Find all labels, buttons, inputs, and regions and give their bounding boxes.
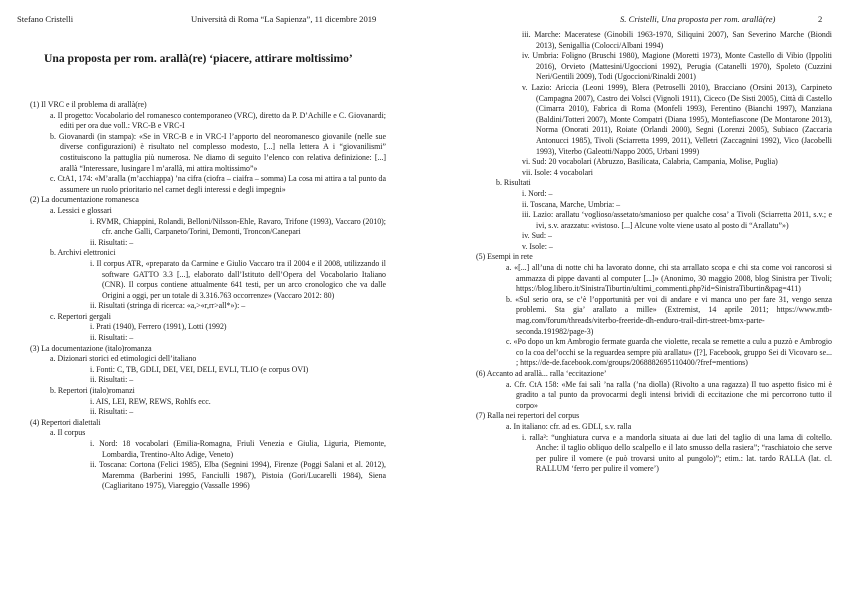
- right-column: [476, 30, 832, 475]
- section-3-b-i: i. AIS, LEI, REW, REWS, Rohlfs ecc.: [90, 396, 211, 406]
- section-1-item-a: a. Il progetto: Vocabolario del romanesco contemporaneo (VRC), diretto da P. D’Achille e C. Giovanardi; editi per ora due voll.: VRC-B e VRC-I: [50, 110, 386, 131]
- section-3-heading: (3) La documentazione (italo)romanza: [30, 343, 152, 353]
- section-4-a-vi: vi. Sud: 20 vocabolari (Abruzzo, Basilicata, Calabria, Campania, Molise, Puglia): [522, 157, 778, 167]
- header-conference: Università di Roma “La Sapienza”, 11 dicembre 2019: [191, 14, 377, 24]
- section-5-heading: (5) Esempi in rete: [476, 252, 533, 262]
- section-2-item-c: c. Repertori gergali: [50, 311, 111, 321]
- header-running-title: S. Cristelli, Una proposta per rom. arallà(re): [620, 14, 776, 24]
- section-2-b-i: i. Il corpus ATR, «preparato da Carmine e Giulio Vaccaro tra il 2004 e il 2008, utilizzando il software GATTO 3.3 [...], elaborato dall’Istituto dell’Opera del Vocabolario Italiano (CNR). Il corpus contiene attualmente 641 testi, per un arco cronologico che va dalle Origini a oggi, per un totale di 3.316.763 occorrenze» (Vaccaro 2012: 80): [90, 258, 386, 300]
- section-4-item-a: a. Il corpus: [50, 428, 86, 438]
- section-2-heading: (2) La documentazione romanesca: [30, 195, 139, 205]
- header-author: Stefano Cristelli: [17, 14, 74, 24]
- section-4-b-i: i. Nord: –: [522, 188, 553, 198]
- section-5-item-c: c. «Po dopo un km Ambrogio fermate guarda che violette, recala se remette a culu a puzzò e Ambrogio co la coa del’occhi se la reguardea sempre più arallatu» ([?], Facebook, gruppo Sei di Vicovaro se... ; https://de-de.facebook.com/groups/2068882695110400/?fref=mentions): [506, 337, 832, 368]
- header-page-number: 2: [818, 14, 823, 24]
- section-2-item-a: a. Lessici e glossari: [50, 205, 112, 215]
- section-3-item-b: b. Repertori (italo)romanzi: [50, 386, 135, 396]
- section-4-b-ii: ii. Toscana, Marche, Umbria: –: [522, 199, 621, 209]
- section-3-a-i: i. Fonti: C, TB, GDLI, DEI, VEI, DELI, EVLI, TLIO (e corpus OVI): [90, 364, 309, 374]
- section-3-a-ii: ii. Risultati: –: [90, 375, 134, 385]
- section-4-b-iii: iii. Lazio: arallatu ‘voglioso/assetato/smanioso per qualche cosa’ a Tivoli (Sciarretta 2011, s.v.; e ivi, s.v. arazzatu: «vistoso. [...] Alcune volte viene usato al posto di “Arallatu”»): [522, 210, 832, 230]
- section-5-item-b: b. «Sul serio ora, se c’è l’opportunità per voi di andare e vi manca uno per fare 31, vengo senza problemi. Sta gia’ arallato a mille» (Extremist, 14 aprile 2011; https://www.mtb-mag.com/forum/threads/viterbo-freeride-dh-enduro-trail-dirt-street-bmx-parte-seconda.191982/page-3): [506, 294, 832, 336]
- section-7-item-a: a. In italiano: cfr. ad es. GDLI, s.v. ralla: [506, 421, 632, 431]
- section-1-heading: (1) Il VRC e il problema di arallà(re): [30, 100, 147, 109]
- section-4-a-i: i. Nord: 18 vocabolari (Emilia-Romagna, Friuli Venezia e Giulia, Liguria, Piemonte, Lombardia, Trentino-Alto Adige, Veneto): [90, 439, 386, 459]
- section-7-heading: (7) Ralla nei repertori del corpus: [476, 411, 580, 421]
- page-title: Una proposta per rom. arallà(re) ‘piacere, attirare moltissimo’: [44, 52, 353, 65]
- section-2-b-ii: ii. Risultati (stringa di ricerca: «a,>«r,rr>all*»): –: [90, 301, 246, 311]
- section-6-item-a: a. Cfr. CtA 158: «Me fai salì ’na ralla (’na diolla) (Rivolto a una ragazza) Il tuo aspetto fisico mi è gradito a tal punto da provocarmi degli intensi brividi di eccitazione che mi percorrono tutto il corpo»: [506, 379, 832, 410]
- section-4-a-vii: vii. Isole: 4 vocabolari: [522, 167, 593, 177]
- section-1-item-b: b. Giovanardi (in stampa): «Se in VRC-B e in VRC-I l’apporto del neoromanesco giovanile (nelle sue diverse configurazioni) è risultato nel complesso modesto, [...] nella lettera A i “giovanilismi” costituiscono la pattuglia più numerosa. Ne diamo di seguito l’elenco con relativa definizione: [...] arallà “Interessare, lusingare l m’arallà, mi attira moltissimo”»: [50, 131, 386, 173]
- section-2-a-ii: ii. Risultati: –: [90, 237, 134, 247]
- section-1-item-c: c. CtA1, 174: «M’aralla (m’acchiappa) ’na cifra (ciofra – ciaifra – somma) La cosa mi attira a tal punto da assumere un ruolo prioritario nel carnet degli interessi e degli impegni»: [50, 174, 386, 194]
- section-4-heading: (4) Repertori dialettali: [30, 417, 101, 427]
- section-4-a-v: v. Lazio: Ariccia (Leoni 1999), Blera (Petroselli 2010), Bracciano (Orsini 2013), Carpineto (Campagna 2007), Castro dei Volsci (Vignoli 1911), Ciceco (De Sisti 2005), Città di Castello (Cimarra 2010), Fabrica di Roma (Monfeli 1993), Ferentino (Bianchi 1997), Manziana (Baldini/Totteri 2007), Monte Compatri (Diana 1995), Montefiascone (De Montarone 2013), Norma (Onorati 2011), Roiate (Orlandi 2000), Segni (Lorenzi 2005), Subiaco (Zaccaria Antonucci 1985), Tivoli (Sciarretta 1999, 2011), Velletri (Zaccagnini 1992), Vico (Jacobelli 1993), Viterbo (Galeotti/Nappo 2005, Urbani 1999): [522, 82, 832, 156]
- section-2-c-i: i. Prati (1940), Ferrero (1991), Lotti (1992): [90, 322, 227, 332]
- section-4-a-ii: ii. Toscana: Cortona (Felici 1985), Elba (Segnini 1994), Firenze (Poggi Salani et al. 2012), Maremma (Barberini 1995, Fanciulli 1987), Pistoia (Gori/Lucarelli 1984), Siena (Cagliaritano 1975), Viareggio (Vassalle 1996): [90, 460, 386, 491]
- section-4-a-iii: iii. Marche: Maceratese (Ginobili 1963-1970, Siliquini 2007), San Severino Marche (Biondi 2013), Senigallia (Colocci/Albani 1994): [522, 30, 832, 50]
- left-column: [30, 100, 386, 492]
- section-3-b-ii: ii. Risultati: –: [90, 407, 134, 417]
- section-2-item-b: b. Archivi elettronici: [50, 248, 116, 258]
- section-4-b-iv: iv. Sud: –: [522, 231, 552, 241]
- section-7-a-i: i. ralla²: “unghiatura curva e a mandorla situata ai due lati del taglio di una lama di coltello. Anche: il taglio obliquo dello scalpello e il lato smusso della rasiera”; “raschiatoio che serve per pulire il vomere (e può trovarsi unito al pungolo)”; etim.: lat. tardo RALLA (lat. cl. RALLUM ‘ferro per pulire il vomere’): [522, 432, 832, 474]
- section-4-a-iv: iv. Umbria: Foligno (Bruschi 1980), Magione (Moretti 1973), Monte Castello di Vibio (Ippoliti 2016), Orvieto (Mattesini/Ugoccioni 1992), Perugia (Catanelli 1970), Spoleto (Cuzzini Neri/Gentili 2009), Todi (Ugoccioni/Rinaldi 2001): [522, 51, 832, 82]
- section-2-c-ii: ii. Risultati: –: [90, 333, 134, 343]
- section-2-a-i: i. RVMR, Chiappini, Rolandi, Belloni/Nilsson-Ehle, Ravaro, Trifone (1993), Vaccaro (2010); cfr. anche Galli, Carpaneto/Torini, Demonti, Troncon/Canepari: [90, 216, 386, 237]
- section-4-b-v: v. Isole: –: [522, 241, 553, 251]
- section-5-item-a: a. «[...] all’una di notte chi ha lavorato donne, chi sta arrallato scopa e chi sta come voi rancorosi si ammazza di pippe davanti al computer [...]» (Anonimo, 30 maggio 2008, blog Sinistra per Tivoli; https://blog.libero.it/SinistraTiburtin/ultimi_commenti.php?id=SinistraTiburtin&pag=411): [506, 263, 832, 294]
- section-6-heading: (6) Accanto ad arallà... ralla ‘eccitazione’: [476, 369, 607, 378]
- section-3-item-a: a. Dizionari storici ed etimologici dell’italiano: [50, 354, 197, 364]
- section-4-item-b: b. Risultati: [496, 178, 531, 188]
